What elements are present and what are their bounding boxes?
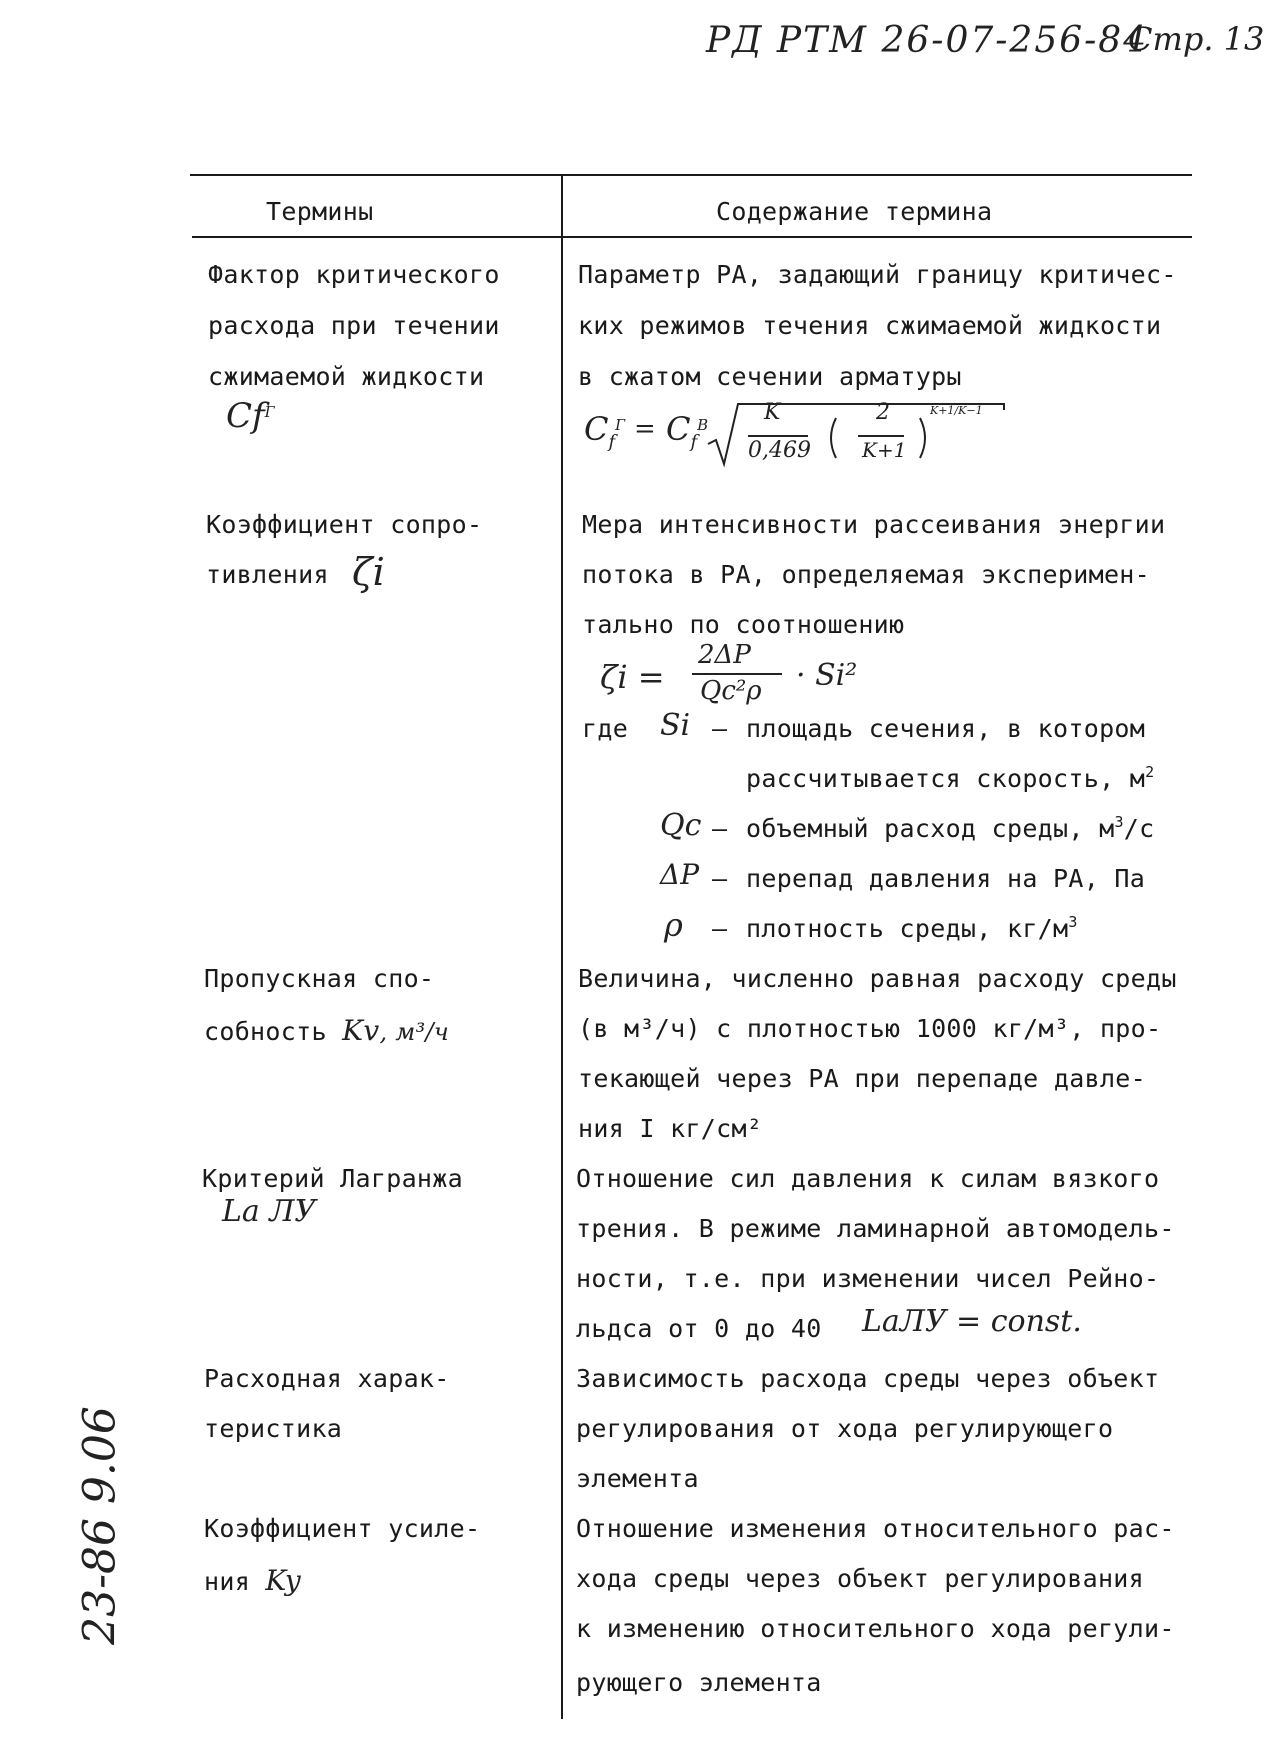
where-tail: /с [1123,814,1155,843]
formula-cf [584,400,1024,470]
where-label: где [582,714,629,743]
symbol-la: La ЛУ [222,1194,317,1229]
term-line [204,1014,449,1047]
symbol-cf [226,396,275,436]
frac2-num: 2 [876,400,890,425]
frac-num: K [764,400,781,425]
term-line: Критерий Лагранжа [202,1164,463,1193]
formula-exponent: K+1/K−1 [930,404,983,417]
def-line: тально по соотношению [582,610,905,639]
frac-num: 2ΔP [698,640,751,670]
frac2-den: K+1 [862,438,907,462]
where-sup: 3 [1068,913,1078,931]
where-symbol: Qc [660,808,702,843]
term-line: Коэффициент сопро- [206,510,483,539]
term-line: расхода при течении [208,311,500,340]
def-line: трения. В режиме ламинарной автомодель- [576,1214,1175,1243]
column-header-terms: Термины [266,197,374,226]
def-line: в сжатом сечении арматуры [578,362,962,391]
where-text [746,814,1154,843]
def-line: Отношение изменения относительного рас- [576,1514,1175,1543]
formula-zeta [600,640,900,710]
def-line: (в м³/ч) с плотностью 1000 кг/м³, про- [578,1014,1162,1043]
where-symbol: ΔP [660,858,700,891]
margin-handwritten-note: 23-86 9.06 [74,1406,126,1645]
where-sup: 2 [1145,763,1155,781]
where-text-body: рассчитывается скорость, м [746,764,1146,793]
where-symbol: ρ [664,906,683,944]
def-line: регулирования от хода регулирующего [576,1414,1114,1443]
def-line: хода среды через объект регулирования [576,1564,1144,1593]
frac-den: 0,469 [748,438,811,463]
where-text: площадь сечения, в котором [746,714,1146,743]
formula-equals: = [634,414,656,444]
column-divider [561,174,563,1719]
where-text-body: объемный расход среды, м [746,814,1115,843]
def-line: Параметр РА, задающий границу критичес- [578,260,1177,289]
where-dash: – [712,864,728,893]
term-line: тивления [206,560,329,589]
term-line: сжимаемой жидкости [208,362,485,391]
column-header-content: Содержание термина [716,197,993,226]
def-line: ности, т.е. при изменении чисел Рейно- [576,1264,1160,1293]
unit-kv: , м³/ч [379,1018,450,1046]
lhs-sub: f [608,431,616,453]
where-text [746,914,1078,943]
def-line: льдса от 0 до 40 [576,1314,822,1343]
formula-la: LaЛУ = const. [862,1304,1082,1339]
def-line: текающей через РА при перепаде давле- [578,1064,1146,1093]
symbol-zeta: ζi [352,550,385,594]
formula-lhs [584,410,625,452]
def-line: Зависимость расхода среды через объект [576,1364,1160,1393]
term-text: собность [204,1017,327,1046]
rhs-sub: f [690,431,698,453]
table-top-rule [190,174,1192,176]
def-line: ния I кг/см² [578,1114,763,1143]
def-line: Отношение сил давления к силам вязкого [576,1164,1160,1193]
table-header-rule [192,236,1192,238]
where-dash: – [712,714,728,743]
formula-lhs: ζi = [600,658,665,696]
def-line: Величина, численно равная расходу среды [578,964,1177,993]
formula-rhs [666,410,708,452]
page-number: Стр. 13 [1128,20,1264,58]
where-text-body: плотность среды, кг/м [746,914,1069,943]
where-dash: – [712,814,728,843]
where-text: перепад давления на РА, Па [746,864,1146,893]
lhs-sup: Г [615,416,626,434]
term-line: Расходная харак- [204,1364,450,1393]
where-dash: – [712,914,728,943]
term-line: теристика [204,1414,343,1443]
term-line: Коэффициент усиле- [204,1514,481,1543]
rhs-sup: В [697,416,709,434]
rhs-letter: C [666,410,691,448]
def-line: рующего элемента [576,1668,822,1697]
term-line [204,1564,301,1597]
formula-rest: · Si² [796,658,858,693]
where-symbol: Si [660,708,691,743]
where-text [746,764,1154,793]
def-line: Мера интенсивности рассеивания энергии [582,510,1166,539]
document-code: РД РТМ 26-07-256-84 [706,20,1149,61]
def-line: потока в РА, определяемая эксперимен- [582,560,1150,589]
def-line: элемента [576,1464,699,1493]
frac-den: Qc²ρ [700,676,762,706]
symbol-sup: Г [264,403,275,421]
term-line: Фактор критического [208,260,500,289]
def-line: к изменению относительного хода регули- [576,1614,1175,1643]
symbol-ky: Ky [265,1564,301,1597]
symbol-text: Cf [226,396,265,436]
where-sup: 3 [1114,813,1124,831]
lhs-letter: C [584,410,609,448]
symbol-kv: Kv [342,1014,380,1047]
term-text: ния [204,1567,251,1596]
def-line: ких режимов течения сжимаемой жидкости [578,311,1162,340]
term-line: Пропускная спо- [204,964,435,993]
